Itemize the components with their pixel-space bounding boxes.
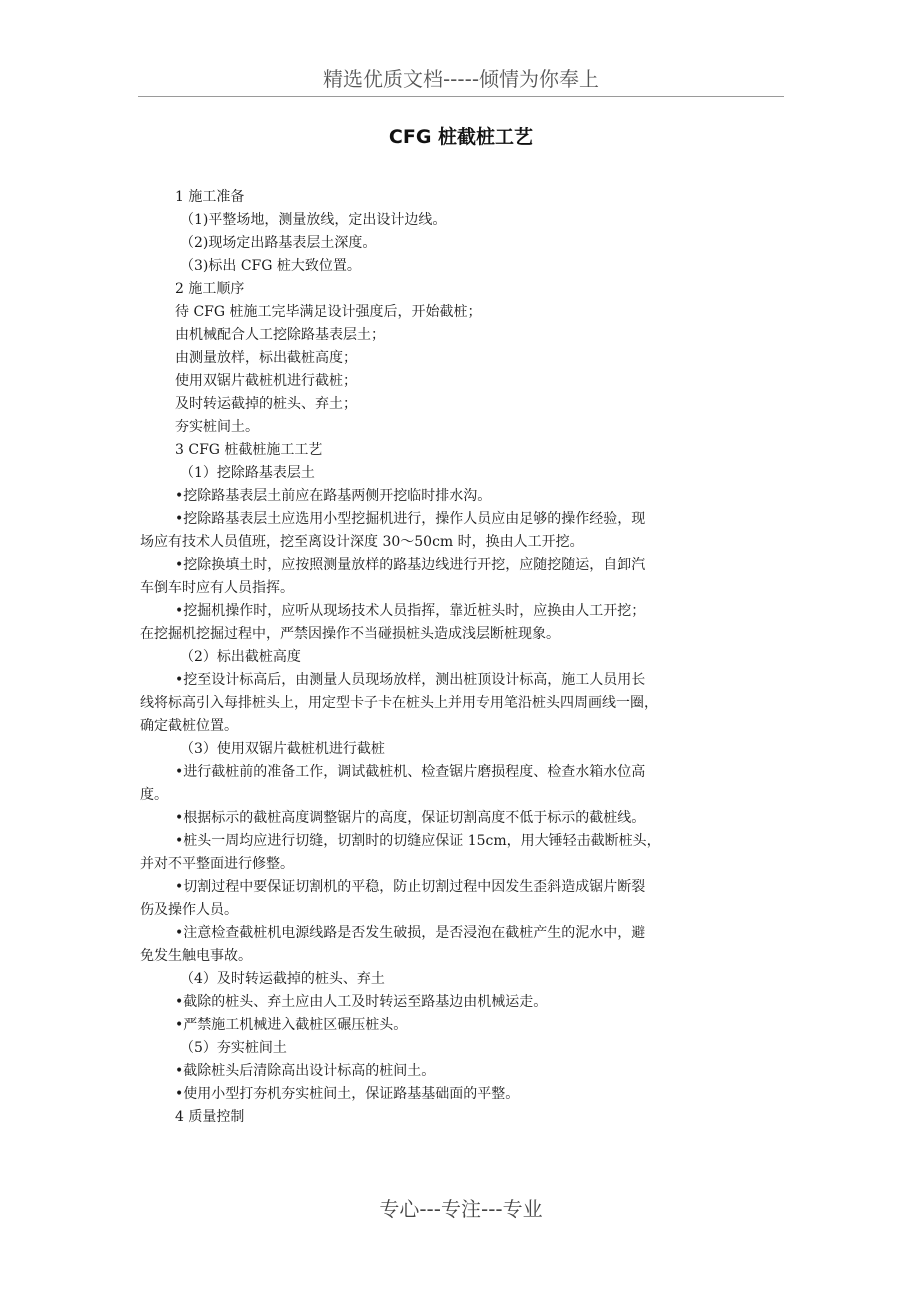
text-line: 4 质量控制	[175, 1109, 245, 1125]
text-line: •截除桩头后清除高出设计标高的桩间土。	[175, 1063, 436, 1079]
text-line: •使用小型打夯机夯实桩间土，保证路基基础面的平整。	[175, 1086, 520, 1102]
text-line: 待 CFG 桩施工完毕满足设计强度后，开始截桩；	[175, 304, 482, 320]
text-line: （1）挖除路基表层土	[180, 465, 315, 481]
text-line: 3 CFG 桩截桩施工工艺	[175, 442, 323, 458]
text-line: （3)标出 CFG 桩大致位置。	[180, 258, 361, 274]
text-line: •切割过程中要保证切割机的平稳，防止切割过程中因发生歪斜造成锯片断裂	[175, 879, 646, 895]
text-line: 由测量放样，标出截桩高度；	[175, 350, 357, 366]
text-line: 确定截桩位置。	[140, 718, 238, 734]
text-line: 使用双锯片截桩机进行截桩；	[175, 373, 357, 389]
text-line: 由机械配合人工挖除路基表层土；	[175, 327, 385, 343]
text-line: •挖至设计标高后，由测量人员现场放样，测出桩顶设计标高，施工人员用长	[175, 672, 646, 688]
text-line: •挖除路基表层土应选用小型挖掘机进行，操作人员应由足够的操作经验，现	[175, 511, 646, 527]
text-line: （4）及时转运截掉的桩头、弃土	[180, 971, 385, 987]
text-line: •截除的桩头、弃土应由人工及时转运至路基边由机械运走。	[175, 994, 548, 1010]
text-line: •注意检查截桩机电源线路是否发生破损，是否浸泡在截桩产生的泥水中，避	[175, 925, 646, 941]
document-title: CFG 桩截桩工艺	[388, 126, 534, 148]
text-line: （2）标出截桩高度	[180, 649, 301, 665]
text-line: 免发生触电事故。	[140, 948, 252, 964]
text-line: •桩头一周均应进行切缝，切割时的切缝应保证 15cm，用大锤轻击截断桩头，	[175, 833, 661, 849]
text-line: 车倒车时应有人员指挥。	[140, 580, 294, 596]
text-line: 夯实桩间土。	[175, 419, 259, 435]
text-line: （2)现场定出路基表层土深度。	[180, 235, 377, 251]
text-line: 2 施工顺序	[175, 281, 245, 297]
text-line: 在挖掘机挖掘过程中，严禁因操作不当碰损桩头造成浅层断桩现象。	[140, 626, 560, 642]
text-line: 1 施工准备	[175, 189, 245, 205]
text-line: •严禁施工机械进入截桩区碾压桩头。	[175, 1017, 408, 1033]
text-line: 场应有技术人员值班，挖至离设计深度 30～50cm 时，换由人工开挖。	[140, 534, 584, 550]
text-line: •挖除换填土时，应按照测量放样的路基边线进行开挖，应随挖随运，自卸汽	[175, 557, 646, 573]
text-line: （3）使用双锯片截桩机进行截桩	[180, 741, 385, 757]
text-line: 度。	[140, 787, 168, 803]
text-line: 线将标高引入每排桩头上，用定型卡子卡在桩头上并用专用笔沿桩头四周画线一圈，	[140, 695, 658, 711]
page-footer: 专心---专注---专业	[379, 1197, 543, 1221]
page-header: 精选优质文档-----倾情为你奉上	[138, 66, 784, 97]
text-line: •进行截桩前的准备工作，调试截桩机、检查锯片磨损程度、检查水箱水位高	[175, 764, 646, 780]
text-line: •根据标示的截桩高度调整锯片的高度，保证切割高度不低于标示的截桩线。	[175, 810, 646, 826]
text-line: （5）夯实桩间土	[180, 1040, 287, 1056]
document-body	[140, 186, 790, 1129]
text-line: •挖掘机操作时，应听从现场技术人员指挥，靠近桩头时，应换由人工开挖；	[175, 603, 646, 619]
text-line: 伤及操作人员。	[140, 902, 238, 918]
text-line: 并对不平整面进行修整。	[140, 856, 294, 872]
text-line: •挖除路基表层土前应在路基两侧开挖临时排水沟。	[175, 488, 492, 504]
text-line: 及时转运截掉的桩头、弃土；	[175, 396, 357, 412]
text-line: （1)平整场地，测量放线，定出设计边线。	[180, 212, 447, 228]
